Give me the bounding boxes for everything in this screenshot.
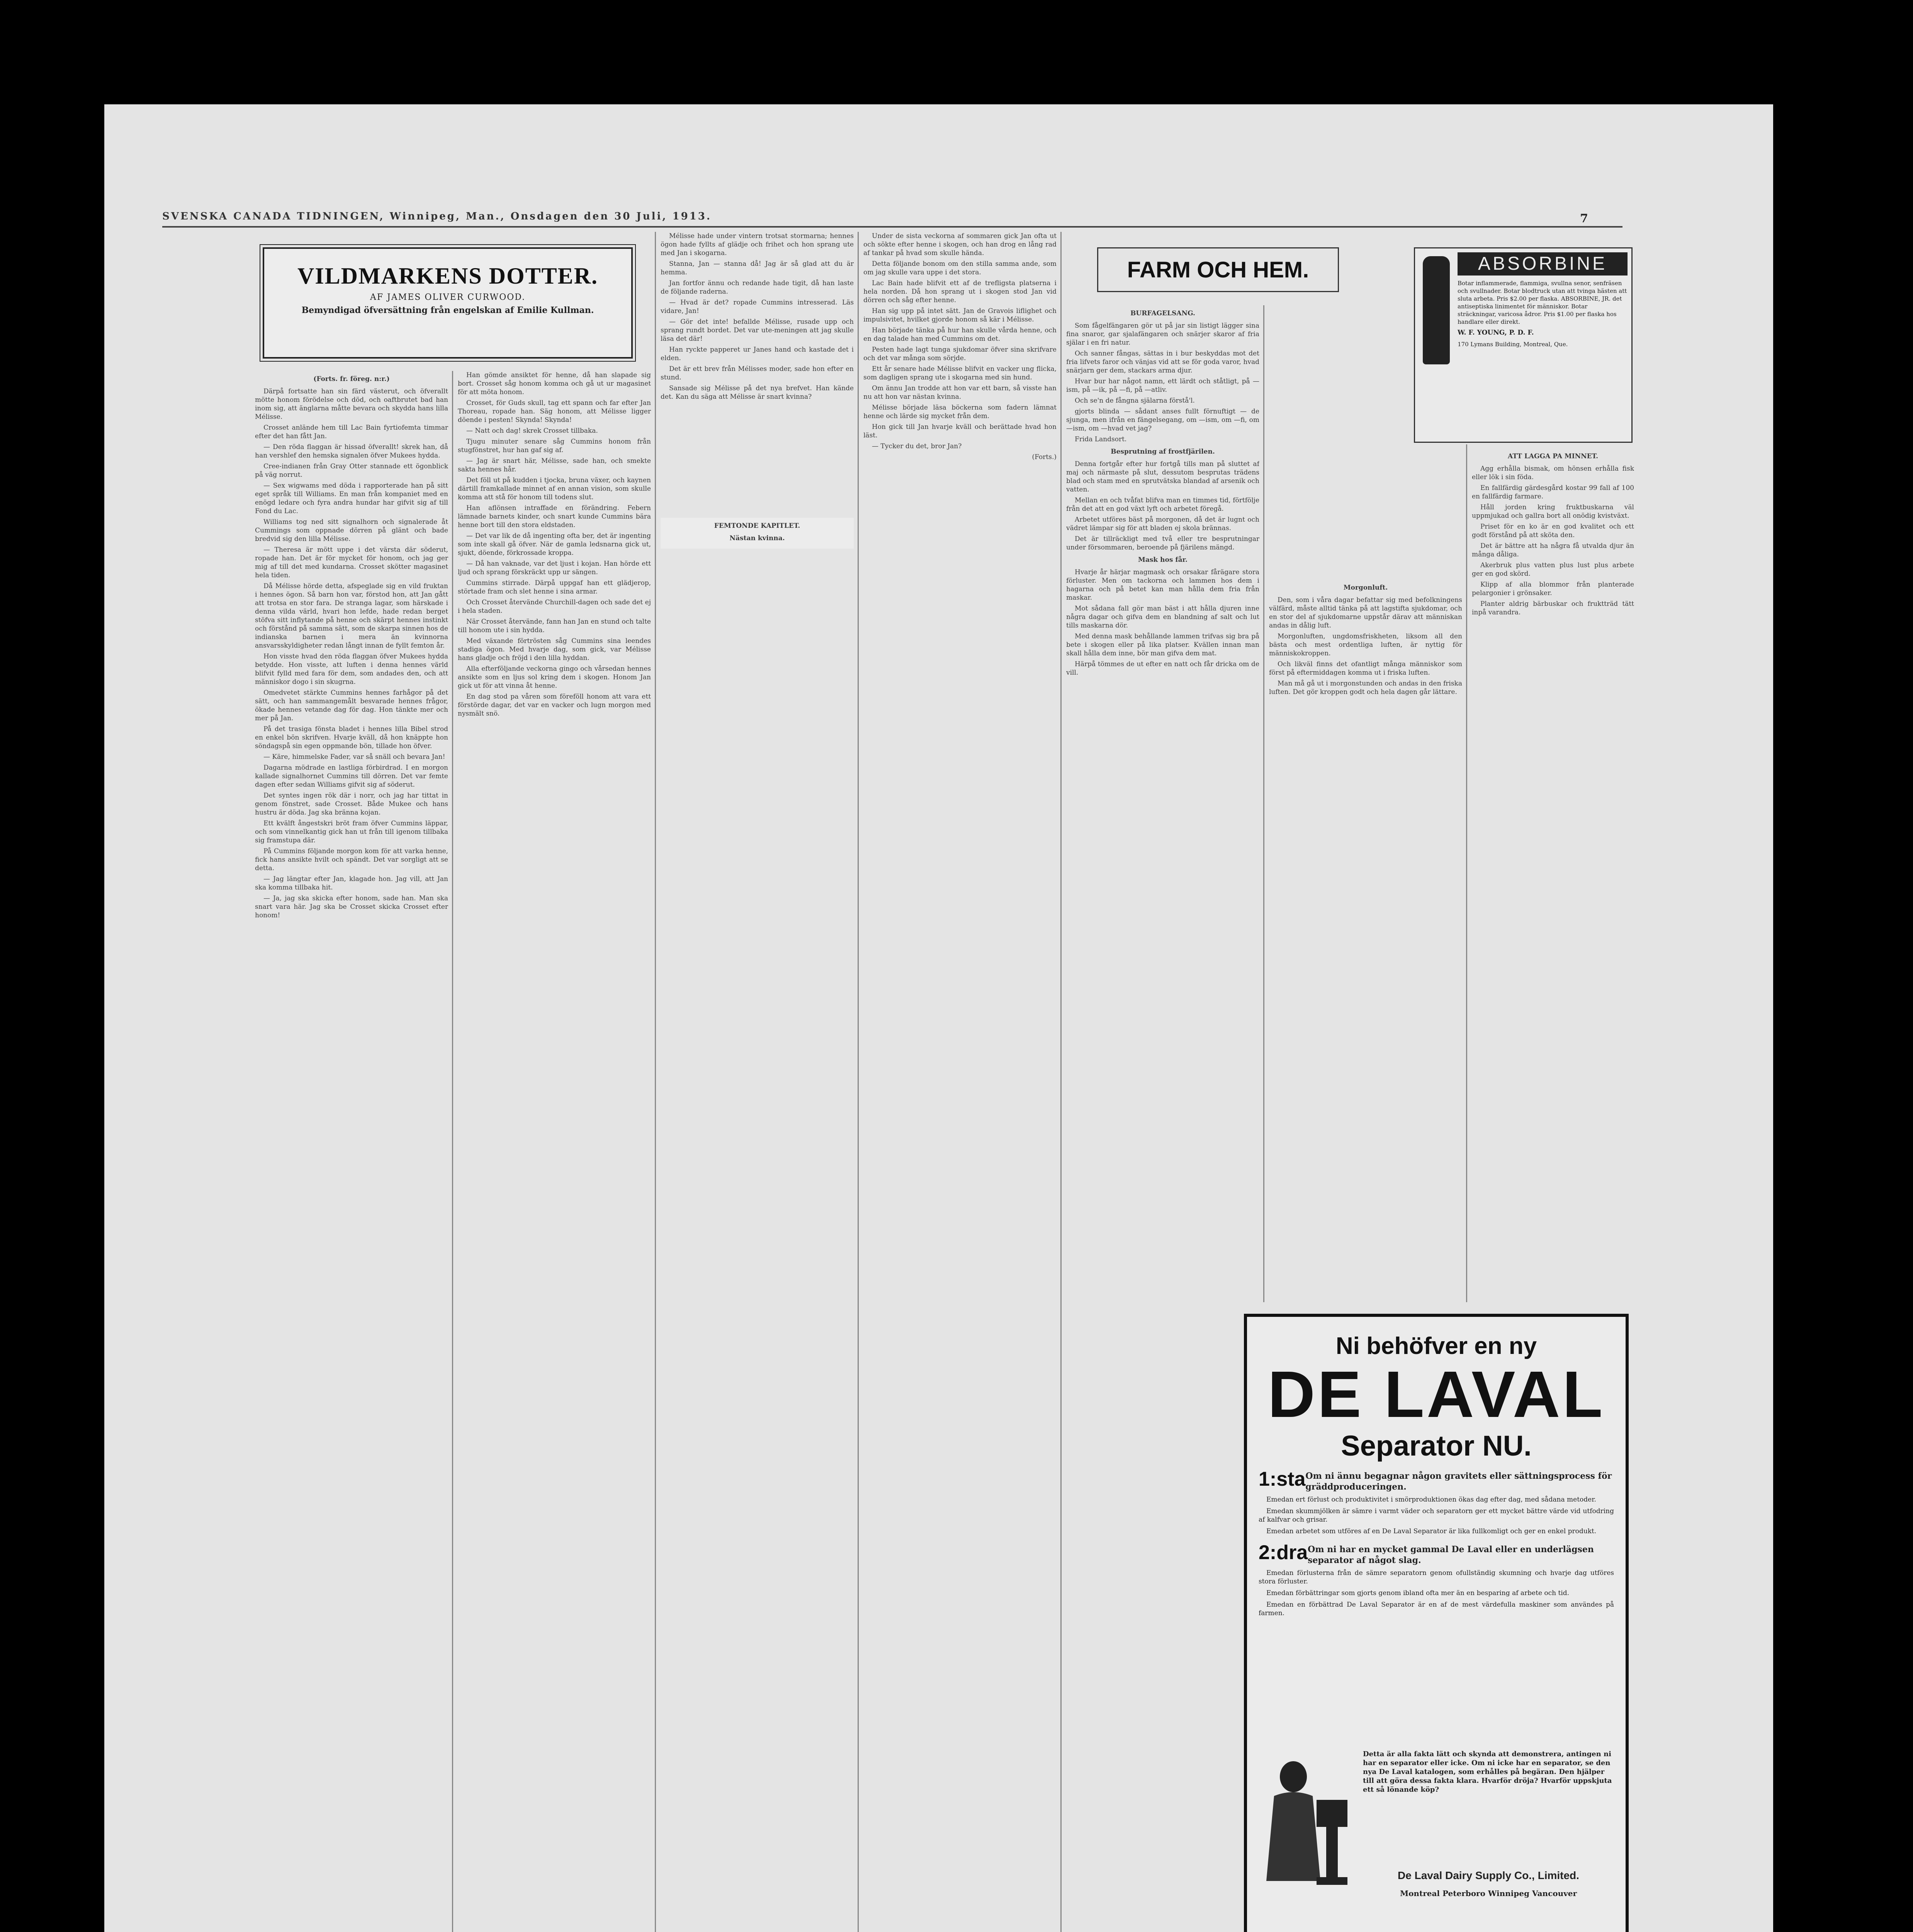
farm-column-3 [1472, 448, 1634, 1302]
paragraph: En dag stod pa våren som föreföll honom att vara ett förstörde dagar, det var en vacker och lugn morgon med nysmält snö. [458, 693, 651, 718]
paragraph: Denna fortgår efter hur fortgå tills man på sluttet af maj och närmaste på slut, dessutom besprutas trädens blad och stam med en sprutvätska blandad af arsenik och vatten. [1066, 460, 1259, 493]
delaval-ad [1244, 1314, 1629, 1932]
paragraph: Ett kvälft ångestskri bröt fram öfver Cummins läppar, och som vinnelkantig gick han ut från till igenom tillbaka sig framstupa där. [255, 820, 448, 844]
column-rule [452, 371, 453, 1932]
delaval-point-2 [1259, 1541, 1614, 1566]
list-item: Akerbruk plus vatten plus lust plus arbete ger en god skörd. [1472, 561, 1634, 578]
list-item: Agg erhålla bismak, om hönsen erhålla fisk eller lök i sin föda. [1472, 465, 1634, 481]
serial-column-4 [863, 232, 1057, 1932]
poem-stanza: Och se'n de fångna själarna förstå'l. [1075, 397, 1195, 405]
paragraph: Då Mélisse hörde detta, afspeglade sig en vild fruktan i hennes ögon. Så barn hon var, förstod hon, att Jan gått att trotsa en stor fara. De stranga lagar, som härskade i denna vilda värld, hvari hon lefde, hade redan berget stöfva sitt inflytande på henne och skärpt hennes instinkt och förstånd på samma sätt, som de skarpa sinnen hos de indianska barnen i mera än kvinnorna ansvarsskyldigheter redan långt innan de fyllt femton år. [255, 582, 448, 650]
paragraph: — Då han vaknade, var det ljust i kojan. Han hörde ett ljud och sprang förskräckt upp ur sängen. [458, 560, 651, 576]
serial-col4-text [863, 232, 1057, 451]
morgon-column [1269, 580, 1462, 1302]
paragraph: — Jag längtar efter Jan, klagade hon. Jag vill, att Jan ska komma tillbaka hit. [255, 875, 448, 891]
serial-title-box [263, 247, 633, 359]
paragraph: Han aflönsen intraffade en förändring. Febern lämnade barnets kinder, och snart kunde Cummins bära henne bort till den stora eldstaden. [458, 504, 651, 529]
paragraph: — Jag är snart här, Mélisse, sade han, och smekte sakta hennes hår. [458, 457, 651, 473]
list-item: Klipp af alla blommor från planterade pelargonier i grönsaker. [1472, 581, 1634, 597]
point-2-label: 2:dra [1259, 1541, 1308, 1564]
paragraph: Och likväl finns det ofantligt många människor som först på eftermiddagen komma ut i friska luften. [1269, 660, 1462, 677]
paragraph: Detta följande bonom om den stilla samma ande, som om jag skulle vara uppe i det stora. [863, 260, 1057, 276]
mask-heading: Mask hos får. [1138, 556, 1188, 564]
paragraph: Jan fortfor ännu och redande hade tigit, då han laste de följande raderna. [661, 279, 854, 296]
bottle-icon [1423, 256, 1450, 364]
poem-stanza: Som fågelfängaren gör ut på jar sin listigt lägger sina fina snaror, gar sjalafängaren och snärjer skaror af fria själar i en fri natur. [1066, 322, 1259, 347]
morgon-article [1269, 596, 1462, 696]
paragraph: Morgonluften, ungdomsfriskheten, liksom all den bästa och mest ordentliga luften, är nyttig för människokroppen. [1269, 633, 1462, 657]
running-head [162, 211, 1622, 228]
chapter-heading [661, 518, 854, 549]
delaval-promo: Detta är alla fakta lätt och skynda att demonstrera, antingen ni har en separator eller icke. Om ni icke har en separator, se den nya De Laval katalogen, som erhålles på begäran. Den hjälper till att göra dessa fakta klara. Hvarför dröja? Hvarför uppskjuta ett så lönande köp? [1363, 1750, 1612, 1794]
paragraph: Cummins stirrade. Därpå uppgaf han ett glädjerop, störtade fram och slet henne i sina armar. [458, 579, 651, 595]
farm-section-title: FARM OCH HEM. [1127, 257, 1309, 282]
minnet-heading: ATT LAGGA PA MINNET. [1508, 452, 1598, 460]
paragraph: Han sig upp på intet sätt. Jan de Gravois liflighet och impulsivitet, hvilket gjorde honom så kär i Mélisse. [863, 307, 1057, 323]
paragraph: Stanna, Jan — stanna då! Jag är så glad att du är hemma. [661, 260, 854, 276]
paragraph: Hon gick till Jan hvarje kväll och berättade hvad hon läst. [863, 423, 1057, 439]
running-head-text: SVENSKA CANADA TIDNINGEN, Winnipeg, Man., Onsdagen den 30 Juli, 1913. [162, 211, 712, 222]
paragraph: Dagarna mödrade en lastliga förbirdrad. I en morgon kallade signalhornet Cummins till dörren. Det var femte dagen efter sedan Williams gifvit sig af söderut. [255, 764, 448, 789]
page-number: 7 [1580, 212, 1588, 225]
paragraph: Omedvetet stärkte Cummins hennes farhågor på det sätt, och han sammangemålt besvarade hennes frågor, ökade hennes vetande dag för dag. Hon tänkte mer och mer på Jan. [255, 689, 448, 722]
paragraph: Om ännu Jan trodde att hon var ett barn, så visste han nu att hon var nästan kvinna. [863, 384, 1057, 401]
list-item: Det är bättre att ha några få utvalda djur än många dåliga. [1472, 542, 1634, 558]
paragraph: Emedan skummjölken är sämre i varmt väder och separatorn ger ett mycket bättre värde vid utfodring af kalfvar och grisar. [1259, 1507, 1614, 1524]
paragraph: Lac Bain hade blifvit ett af de trefligsta platserna i hela norden. Då hon sprang ut i skogen stod Jan vid dörren och såg efter henne. [863, 279, 1057, 304]
paragraph: — Hvad är det? ropade Cummins intresserad. Läs vidare, Jan! [661, 299, 854, 315]
paragraph: Man må gå ut i morgonstunden och andas in den friska luften. Det gör kroppen godt och hela dagen går lättare. [1269, 680, 1462, 696]
continued-end-note: (Forts.) [1032, 453, 1057, 461]
paragraph: — Theresa är mött uppe i det värsta där söderut, ropade han. Det är för mycket för honom, och jag ger mig af till det med kundarna. Crosset skötter magasinet hela tiden. [255, 546, 448, 579]
paragraph: Emedan en förbättrad De Laval Separator är en af de mest värdefulla maskiner som användes på farmen. [1259, 1601, 1614, 1617]
delaval-cities: Montreal Peterboro Winnipeg Vancouver [1400, 1889, 1577, 1898]
paragraph: — Sex wigwams med döda i rapporterade han på sitt eget språk till Williams. En man från kompaniet med en enögd ledare och fyra andra hundar har gifvit sig af till Fond du Lac. [255, 482, 448, 515]
paragraph: Därpå fortsatte han sin färd västerut, och öfverallt mötte honom förödelse och död, och oaftbrutet bad han inom sig, att änglarna måtte bevara och skydda hans lilla Mélisse. [255, 388, 448, 421]
paragraph: Och Crosset återvände Churchill-dagen och sade det ej i hela staden. [458, 599, 651, 615]
poem-stanza: gjorts blinda — sådant anses fullt förnuftigt — de sjunga, men ifrån en fängelsegang, om —ism, om —fi, om —ism, om —hvad vet jag? [1066, 408, 1259, 432]
serial-col1-text [255, 387, 448, 920]
paragraph: Han började tänka på hur han skulle vårda henne, och en dag talade han med Cummins om det. [863, 327, 1057, 343]
paragraph: Pesten hade lagt tunga sjukdomar öfver sina skrifvare och det var många som sörjde. [863, 346, 1057, 362]
delaval-brand: DE LAVAL [1267, 1358, 1605, 1431]
list-item: Håll jorden kring fruktbuskarna väl uppmjukad och gallra bort all onödig kvistväxt. [1472, 503, 1634, 520]
paragraph: — Ja, jag ska skicka efter honom, sade han. Man ska snart vara här. Jag ska be Crosset skicka Crosset efter honom! [255, 895, 448, 919]
paragraph: — Natt och dag! skrek Crosset tillbaka. [466, 427, 598, 435]
delaval-headline: Ni behöfver en ny [1335, 1333, 1537, 1359]
paragraph: Det är ett brev från Mélisses moder, sade hon efter en stund. [661, 365, 854, 381]
serial-title: VILDMARKENS DOTTER. [297, 263, 598, 289]
paragraph: Mélisse hade under vintern trotsat stormarna; hennes ögon hade fyllts af glädje och frihet och hon sprang ute med Jan i skogarna. [661, 232, 854, 257]
absorbine-ad [1414, 247, 1633, 443]
paragraph: Emedan förlusterna från de sämre separatorn genom ofullständig skumning och hvarje dag utföres stora förluster. [1259, 1569, 1614, 1585]
paragraph: — Tycker du det, bror Jan? [872, 442, 962, 450]
paragraph: Crosset anlände hem till Lac Bain fyrtiofemta timmar efter det han fått Jan. [255, 424, 448, 440]
chapter-subtitle: Nästan kvinna. [729, 534, 785, 542]
point-1-head: Om ni ännu begagnar någon gravitets eller sättningsprocess för gräddproduceringen. [1305, 1471, 1612, 1492]
list-item: Priset för en ko är en god kvalitet och ett godt förstånd på att sköta den. [1472, 523, 1634, 539]
paragraph: Under de sista veckorna af sommaren gick Jan ofta ut och sökte efter henne i skogen, och han drog en lång rad af tankar på hvad som skulle hända. [863, 232, 1057, 257]
paragraph: Sansade sig Mélisse på det nya brefvet. Han kände det. Kan du säga att Mélisse är snart kvinna? [661, 384, 854, 401]
farm-section-header [1097, 247, 1339, 292]
morgon-heading: Morgonluft. [1343, 584, 1388, 592]
paragraph: — Det var lik de då ingenting ofta ber, det är ingenting som inte skall gå öfver. När de gamla ledsnarna gick ut, sjukt, döende, förkrossade kroppa. [458, 532, 651, 557]
paragraph: Mélisse började läsa böckerna som fadern lämnat henne och lärde sig mycket från dem. [863, 404, 1057, 420]
burfagel-heading: BURFAGELSANG. [1130, 310, 1195, 317]
paragraph: Ett år senare hade Mélisse blifvit en vacker ung flicka, som dagligen sprang ute i skogarna med sin hund. [863, 365, 1057, 381]
paragraph: — Gör det inte! befallde Mélisse, rusade upp och sprang rundt bordet. Det var ute-meningen att jag skulle läsa det där! [661, 318, 854, 343]
frost-heading: Besprutning af frostfjärilen. [1111, 448, 1215, 456]
paragraph: Det är tillräckligt med två eller tre besprutningar under försommaren, beroende på fjärilens mängd. [1066, 535, 1259, 551]
farm-column-1 [1066, 305, 1259, 1932]
point-1-label: 1:sta [1259, 1468, 1306, 1490]
point-2-body [1259, 1569, 1614, 1617]
paragraph: Alla efterföljande veckorna gingo och vårsedan hennes ansikte som en ljus sol kring dem i skogen. Honom Jan gick ut för att vinna åt henne. [458, 665, 651, 690]
chapter-title: FEMTONDE KAPITLET. [714, 522, 800, 530]
delaval-product: Separator NU. [1341, 1430, 1532, 1462]
burfagel-poem [1066, 321, 1259, 444]
paragraph: Härpå tömmes de ut efter en natt och får dricka om de vill. [1066, 660, 1259, 677]
paragraph: Emedan arbetet som utföres af en De Laval Separator är lika fullkomligt och ger en enkel produkt. [1266, 1527, 1597, 1535]
paragraph: När Crosset återvände, fann han Jan en stund och talte till honom ute i sin hydda. [458, 618, 651, 634]
poem-stanza: Och sanner fångas, sättas in i bur beskyddas mot det fria lifvets faror och vänjas vid att se för goda varor, hvad snärjarn ger dem, stackars arma djur. [1066, 350, 1259, 374]
frost-article [1066, 460, 1259, 552]
paragraph: Mellan en och tvåfat blifva man en timmes tid, förtfölje från det att en god växt lyft och arbetet föregå. [1066, 497, 1259, 513]
paragraph: Med denna mask behållande lammen trifvas sig bra på bete i skogen eller på lika platser. Kvällen innan man skall hålla dem inne, bör man gifva dem mat. [1066, 633, 1259, 657]
serial-author: AF JAMES OLIVER CURWOOD. [370, 293, 526, 302]
column-rule [1263, 305, 1264, 1302]
paragraph: Han gömde ansiktet för henne, då han slapade sig bort. Crosset såg honom komma och gå ut ur magasinet för att möta honom. [458, 371, 651, 396]
paragraph: Arbetet utföres bäst på morgonen, då det är lugnt och vädret lämpar sig för att bladen ej skola brännas. [1066, 516, 1259, 532]
poem-stanza: Hvar bur har något namn, ett lärdt och ståtligt, på —ism, på —ik, på —fi, på —atliv. [1066, 378, 1259, 394]
paragraph: Med växande förtrösten såg Cummins sina leendes stadiga ögon. Med hvarje dag, som gick, var Mélisse hans gladje och fröjd i den lilla hyddan. [458, 637, 651, 662]
column-rule [1060, 232, 1062, 1932]
dairymaid-illustration [1259, 1753, 1359, 1893]
paragraph: Emedan ert förlust och produktivitet i smörproduktionen ökas dag efter dag, med sådana metoder. [1266, 1496, 1596, 1503]
paragraph: På det trasiga fönsta bladet i hennes lilla Bibel strod en enkel bön skrifven. Hvarje kväll, då hon knäppte hon söndagspå sin egen oppmande bön, tillade hon öfver. [255, 725, 448, 750]
paragraph: Cree-indianen från Gray Otter stannade ett ögonblick på väg norrut. [255, 463, 448, 479]
serial-col2-text [458, 371, 651, 718]
paragraph: Han ryckte papperet ur Janes hand och kastade det i elden. [661, 346, 854, 362]
paragraph: Det syntes ingen rök där i norr, och jag har tittat in genom fönstret, sade Crosset. Både Mukee och hans hustru är döda. Jag ska bränna kojan. [255, 792, 448, 816]
absorbine-logo: ABSORBINE [1458, 252, 1628, 276]
serial-column-2 [458, 371, 651, 1932]
serial-column-3 [661, 232, 854, 1932]
point-1-body [1259, 1495, 1614, 1536]
paragraph: På Cummins följande morgon kom för att varka henne, fick hans ansikte hvilt och spändt. Det var sorgligt att se detta. [255, 847, 448, 872]
paragraph: — Den röda flaggan är hissad öfverallt! skrek han, då han vershlef den hemska signalen öfver Mukees hydda. [255, 443, 448, 459]
paragraph: Hvarje år härjar magmask och orsakar fårägare stora förluster. Men om tackorna och lammen hos dem i hagarna och på betet kan man hålla dem fria från maskar. [1066, 568, 1259, 602]
point-2-head: Om ni har en mycket gammal De Laval eller en underlägsen separator af något slag. [1308, 1544, 1594, 1565]
poem-stanza: Frida Landsort. [1075, 435, 1127, 443]
absorbine-address: 170 Lymans Building, Montreal, Que. [1458, 341, 1568, 348]
paragraph: Hon visste hvad den röda flaggan öfver Mukees hydda betydde. Hon visste, att luften i denna hennes värld blifvit fylld med fara för dem, som andades den, och att människor dogo i sin skugrna. [255, 653, 448, 686]
absorbine-name: W. F. YOUNG, P. D. F. [1458, 329, 1534, 337]
paragraph: Crosset, för Guds skull, tag ett spann och far efter Jan Thoreau, ropade han. Säg honom, att Mélisse ligger döende i pesten! Skynda! Skynda! [458, 399, 651, 424]
paragraph: Mot sådana fall gör man bäst i att hålla djuren inne några dagar och gifva dem en blandning af salt och lut tills maskarna dör. [1066, 605, 1259, 629]
list-item: En fallfärdig gärdesgård kostar 99 fall af 100 en fallfärdig farmare. [1472, 484, 1634, 500]
mask-article [1066, 568, 1259, 677]
list-item: Planter aldrig bärbuskar och fruktträd tätt inpå varandra. [1472, 600, 1634, 616]
serial-col3-text-a [661, 232, 854, 401]
serial-column-1 [255, 371, 448, 1932]
paragraph: Williams tog ned sitt signalhorn och signalerade åt Cummings som oppnade dörren på glänt och bade bredvid sig den lilla Mélisse. [255, 518, 448, 543]
paragraph: Den, som i våra dagar befattar sig med befolkningens välfärd, måste alltid tänka på att lagstifta sjukdomar, och en stor del af sjukdomarne uppstår därav att människan andas in dålig luft. [1269, 596, 1462, 629]
paragraph: Tjugu minuter senare såg Cummins honom från stugfönstret, hur han gaf sig af. [458, 438, 651, 454]
serial-translator: Bemyndigad öfversättning från engelskan af Emilie Kullman. [301, 305, 594, 315]
absorbine-text: Botar inflammerade, flammiga, svullna senor, senfräsen och svullnader. Botar blodtruck utan att tvinga hästen att sluta arbeta. Pris $2.00 per flaska. ABSORBINE, JR. det antiseptiska linimentet för människor. Botar sträckningar, varicosa ådror. Pris $1.00 per flaska hos handlare eller direkt. [1458, 280, 1627, 325]
paragraph: Emedan förbättringar som gjorts genom ibland ofta mer än en besparing af arbete och tid. [1266, 1589, 1570, 1597]
paragraph: — Käre, himmelske Fader, var så snäll och bevara Jan! [263, 753, 445, 761]
paragraph: Det föll ut på kudden i tjocka, bruna växer, och kaynen därtill framkallade minnet af en annan vision, som skulle komma att stå för honom till todens slut. [458, 476, 651, 501]
continued-note: (Forts. fr. föreg. n:r.) [313, 375, 390, 383]
column-rule [858, 232, 859, 1932]
delaval-company: De Laval Dairy Supply Co., Limited. [1398, 1869, 1579, 1881]
column-rule [655, 232, 656, 1932]
delaval-point-1 [1259, 1468, 1614, 1492]
minnet-list [1472, 464, 1634, 617]
column-rule [1466, 444, 1467, 1302]
